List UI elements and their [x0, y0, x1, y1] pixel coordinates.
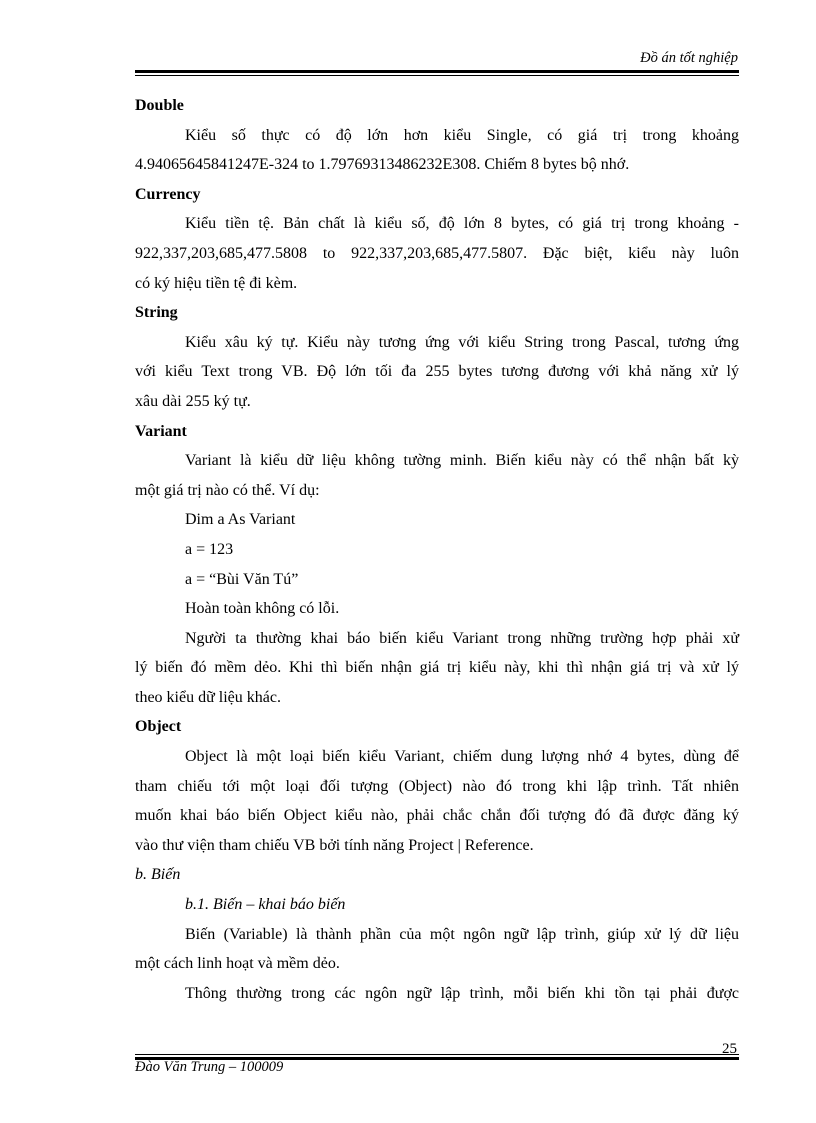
string-text-line: Kiểu xâu ký tự. Kiểu này tương ứng với kiểu String trong Pascal, tương ứng [185, 333, 739, 351]
object-text-line: vào thư viện tham chiếu VB bởi tính năng Project | Reference. [135, 836, 534, 854]
page-content [135, 91, 739, 1008]
string-text-line: với kiểu Text trong VB. Độ lớn tối đa 255 bytes tương đương với khả năng xử lý [135, 363, 739, 381]
heading-currency: Currency [135, 185, 201, 203]
bien-text-line: Biến (Variable) là thành phần của một ngôn ngữ lập trình, giúp xử lý dữ liệu [185, 925, 739, 943]
variant-text-line: theo kiểu dữ liệu khác. [135, 688, 281, 706]
double-text-line: Kiểu số thực có độ lớn hơn kiểu Single, có giá trị trong khoảng [185, 126, 739, 144]
object-text-line: muốn khai báo biến Object kiểu nào, phải chắc chắn đối tượng đó đã được đăng ký [135, 807, 739, 825]
header-rule [135, 70, 739, 76]
variant-text-line: một giá trị nào có thể. Ví dụ: [135, 481, 320, 499]
heading-bien: b. Biến [135, 866, 181, 884]
bien-text-line: Thông thường trong các ngôn ngữ lập trình, mỗi biến khi tồn tại phải được [185, 984, 739, 1002]
variant-text-line: Người ta thường khai báo biến kiểu Variant trong những trường hợp phải xử [185, 629, 739, 647]
bien-text-line: một cách linh hoạt và mềm dẻo. [135, 955, 340, 973]
string-text-line: xâu dài 255 ký tự. [135, 392, 251, 410]
object-text-line: tham chiếu tới một loại đối tượng (Object) nào đó trong khi lập trình. Tất nhiên [135, 777, 739, 795]
page-number: 25 [722, 1041, 737, 1057]
code-note: Hoàn toàn không có lỗi. [185, 600, 340, 618]
code-line: a = 123 [185, 540, 234, 558]
currency-text-line: có ký hiệu tiền tệ đi kèm. [135, 274, 298, 292]
double-text-line: 4.94065645841247E-324 to 1.79769313486232E308. Chiếm 8 bytes bộ nhớ. [135, 156, 630, 174]
footer-author: Đào Văn Trung – 100009 [135, 1059, 284, 1075]
heading-object: Object [135, 718, 182, 736]
code-line: a = “Bùi Văn Tú” [185, 570, 299, 588]
header-title: Đồ án tốt nghiệp [640, 50, 738, 66]
object-text-line: Object là một loại biến kiểu Variant, chiếm dung lượng nhớ 4 bytes, dùng để [185, 748, 739, 766]
variant-text-line: Variant là kiểu dữ liệu không tường minh. Biến kiểu này có thể nhận bất kỳ [185, 452, 739, 470]
heading-variant: Variant [135, 422, 187, 440]
heading-double: Double [135, 97, 184, 114]
currency-text-line: 922,337,203,685,477.5808 to 922,337,203,685,477.5807. Đặc biệt, kiểu này luôn [135, 244, 739, 262]
heading-string: String [135, 304, 178, 322]
code-line: Dim a As Variant [185, 511, 296, 529]
subheading-bien-khai-bao: b.1. Biến – khai báo biến [185, 896, 346, 914]
variant-text-line: lý biến đó mềm dẻo. Khi thì biến nhận giá trị kiểu này, khi thì nhận giá trị và xử lý [135, 659, 739, 677]
currency-text-line: Kiểu tiền tệ. Bản chất là kiểu số, độ lớn 8 bytes, có giá trị trong khoảng - [185, 215, 739, 233]
